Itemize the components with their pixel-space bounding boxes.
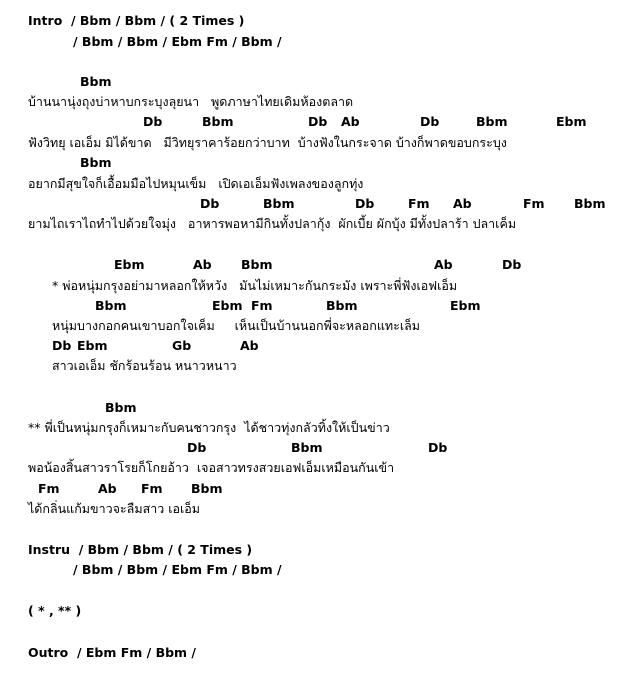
chord: Bbm: [241, 257, 273, 272]
chord: Ab: [193, 257, 212, 272]
lyric-line: พอน้องสิ้นสาวราโรยก็โกยอ้าว เจอสาวทรงสวยเอฟเอ็มเหมือนกันเข้า: [28, 460, 395, 475]
instru-line: Instru / Bbm / Bbm / ( 2 Times ): [28, 542, 253, 557]
chord: Bbm: [263, 196, 295, 211]
chord: Fm: [408, 196, 430, 211]
chord: Bbm: [80, 155, 112, 170]
chord: Db: [428, 440, 448, 455]
chord: Bbm: [291, 440, 323, 455]
chord: Bbm: [95, 298, 127, 313]
lyric-line: สาวเอเอ็ม ชักร้อนร้อน หนาวหนาว: [52, 358, 237, 373]
chord: Ab: [341, 114, 360, 129]
chord: Db: [420, 114, 440, 129]
chord: Bbm: [476, 114, 508, 129]
chord: Bbm: [574, 196, 606, 211]
lyric-line: ยามไถเราไถทำไปด้วยใจมุ่ง อาหารพอหามีกินทั้งปลากุ้ง ผักเบี้ย ผักบุ้ง มีทั้งปลาร้า ปลาเค็ม: [28, 216, 517, 231]
lyric-line: อยากมีสุขใจก็เอื้อมมือไปหมุนเข็ม เปิดเอเอ็มฟังเพลงของลูกทุ่ง: [28, 176, 364, 191]
chord: Ab: [240, 338, 259, 353]
chord: Db: [502, 257, 522, 272]
lyric-line: * พ่อหนุ่มกรุงอย่ามาหลอกให้หวัง มันไม่เหมาะกันกระมัง เพราะพี่ฟังเอฟเอ็ม: [52, 278, 458, 293]
lyric-line: ได้กลิ่นแก้มขาวจะลืมสาว เอเอ็ม: [28, 501, 201, 516]
intro-line: Intro / Bbm / Bbm / ( 2 Times ): [28, 13, 245, 28]
chord: Fm: [251, 298, 273, 313]
chord: Db: [308, 114, 328, 129]
chord: Fm: [141, 481, 163, 496]
chord: Ebm: [114, 257, 145, 272]
lyric-line: ฟังวิทยุ เอเอ็ม มิได้ขาด มีวิทยุราคาร้อยกว่าบาท บ้างฟังในกระจาด บ้างก็พาดขอบกระบุง: [28, 135, 507, 150]
instru-line: / Bbm / Bbm / Ebm Fm / Bbm /: [73, 562, 282, 577]
intro-line: / Bbm / Bbm / Ebm Fm / Bbm /: [73, 34, 282, 49]
chord: Ab: [434, 257, 453, 272]
chord: Ebm: [212, 298, 243, 313]
chord: Db: [200, 196, 220, 211]
chord: Ab: [98, 481, 117, 496]
chord: Db: [143, 114, 163, 129]
chord: Fm: [523, 196, 545, 211]
chord: Gb: [172, 338, 192, 353]
chord: Db: [187, 440, 207, 455]
lyric-line: บ้านนานุ่งถุงบ่าหาบกระบุงลุยนา พูดภาษาไทยเดิมห้องตลาด: [28, 94, 354, 109]
chord: Bbm: [326, 298, 358, 313]
chord: Bbm: [80, 74, 112, 89]
chord: Ebm: [450, 298, 481, 313]
chord: Bbm: [191, 481, 223, 496]
chord: Ebm: [77, 338, 108, 353]
chord: Bbm: [105, 400, 137, 415]
chord: Db: [355, 196, 375, 211]
chord: Ab: [453, 196, 472, 211]
lyric-line: หนุ่มบางกอกคนเขาบอกใจเค็ม เห็นเป็นบ้านนอกพี่จะหลอกแทะเล็ม: [52, 318, 421, 333]
chord: Db: [52, 338, 72, 353]
repeat-marker: ( * , ** ): [28, 603, 82, 618]
chord: Fm: [38, 481, 60, 496]
chord: Ebm: [556, 114, 587, 129]
outro-line: Outro / Ebm Fm / Bbm /: [28, 645, 196, 660]
chord: Bbm: [202, 114, 234, 129]
lyric-line: ** พี่เป็นหนุ่มกรุงก็เหมาะกับคนชาวกรุง ได้ชาวทุ่งกลัวทิ้งให้เป็นข่าว: [28, 420, 390, 435]
